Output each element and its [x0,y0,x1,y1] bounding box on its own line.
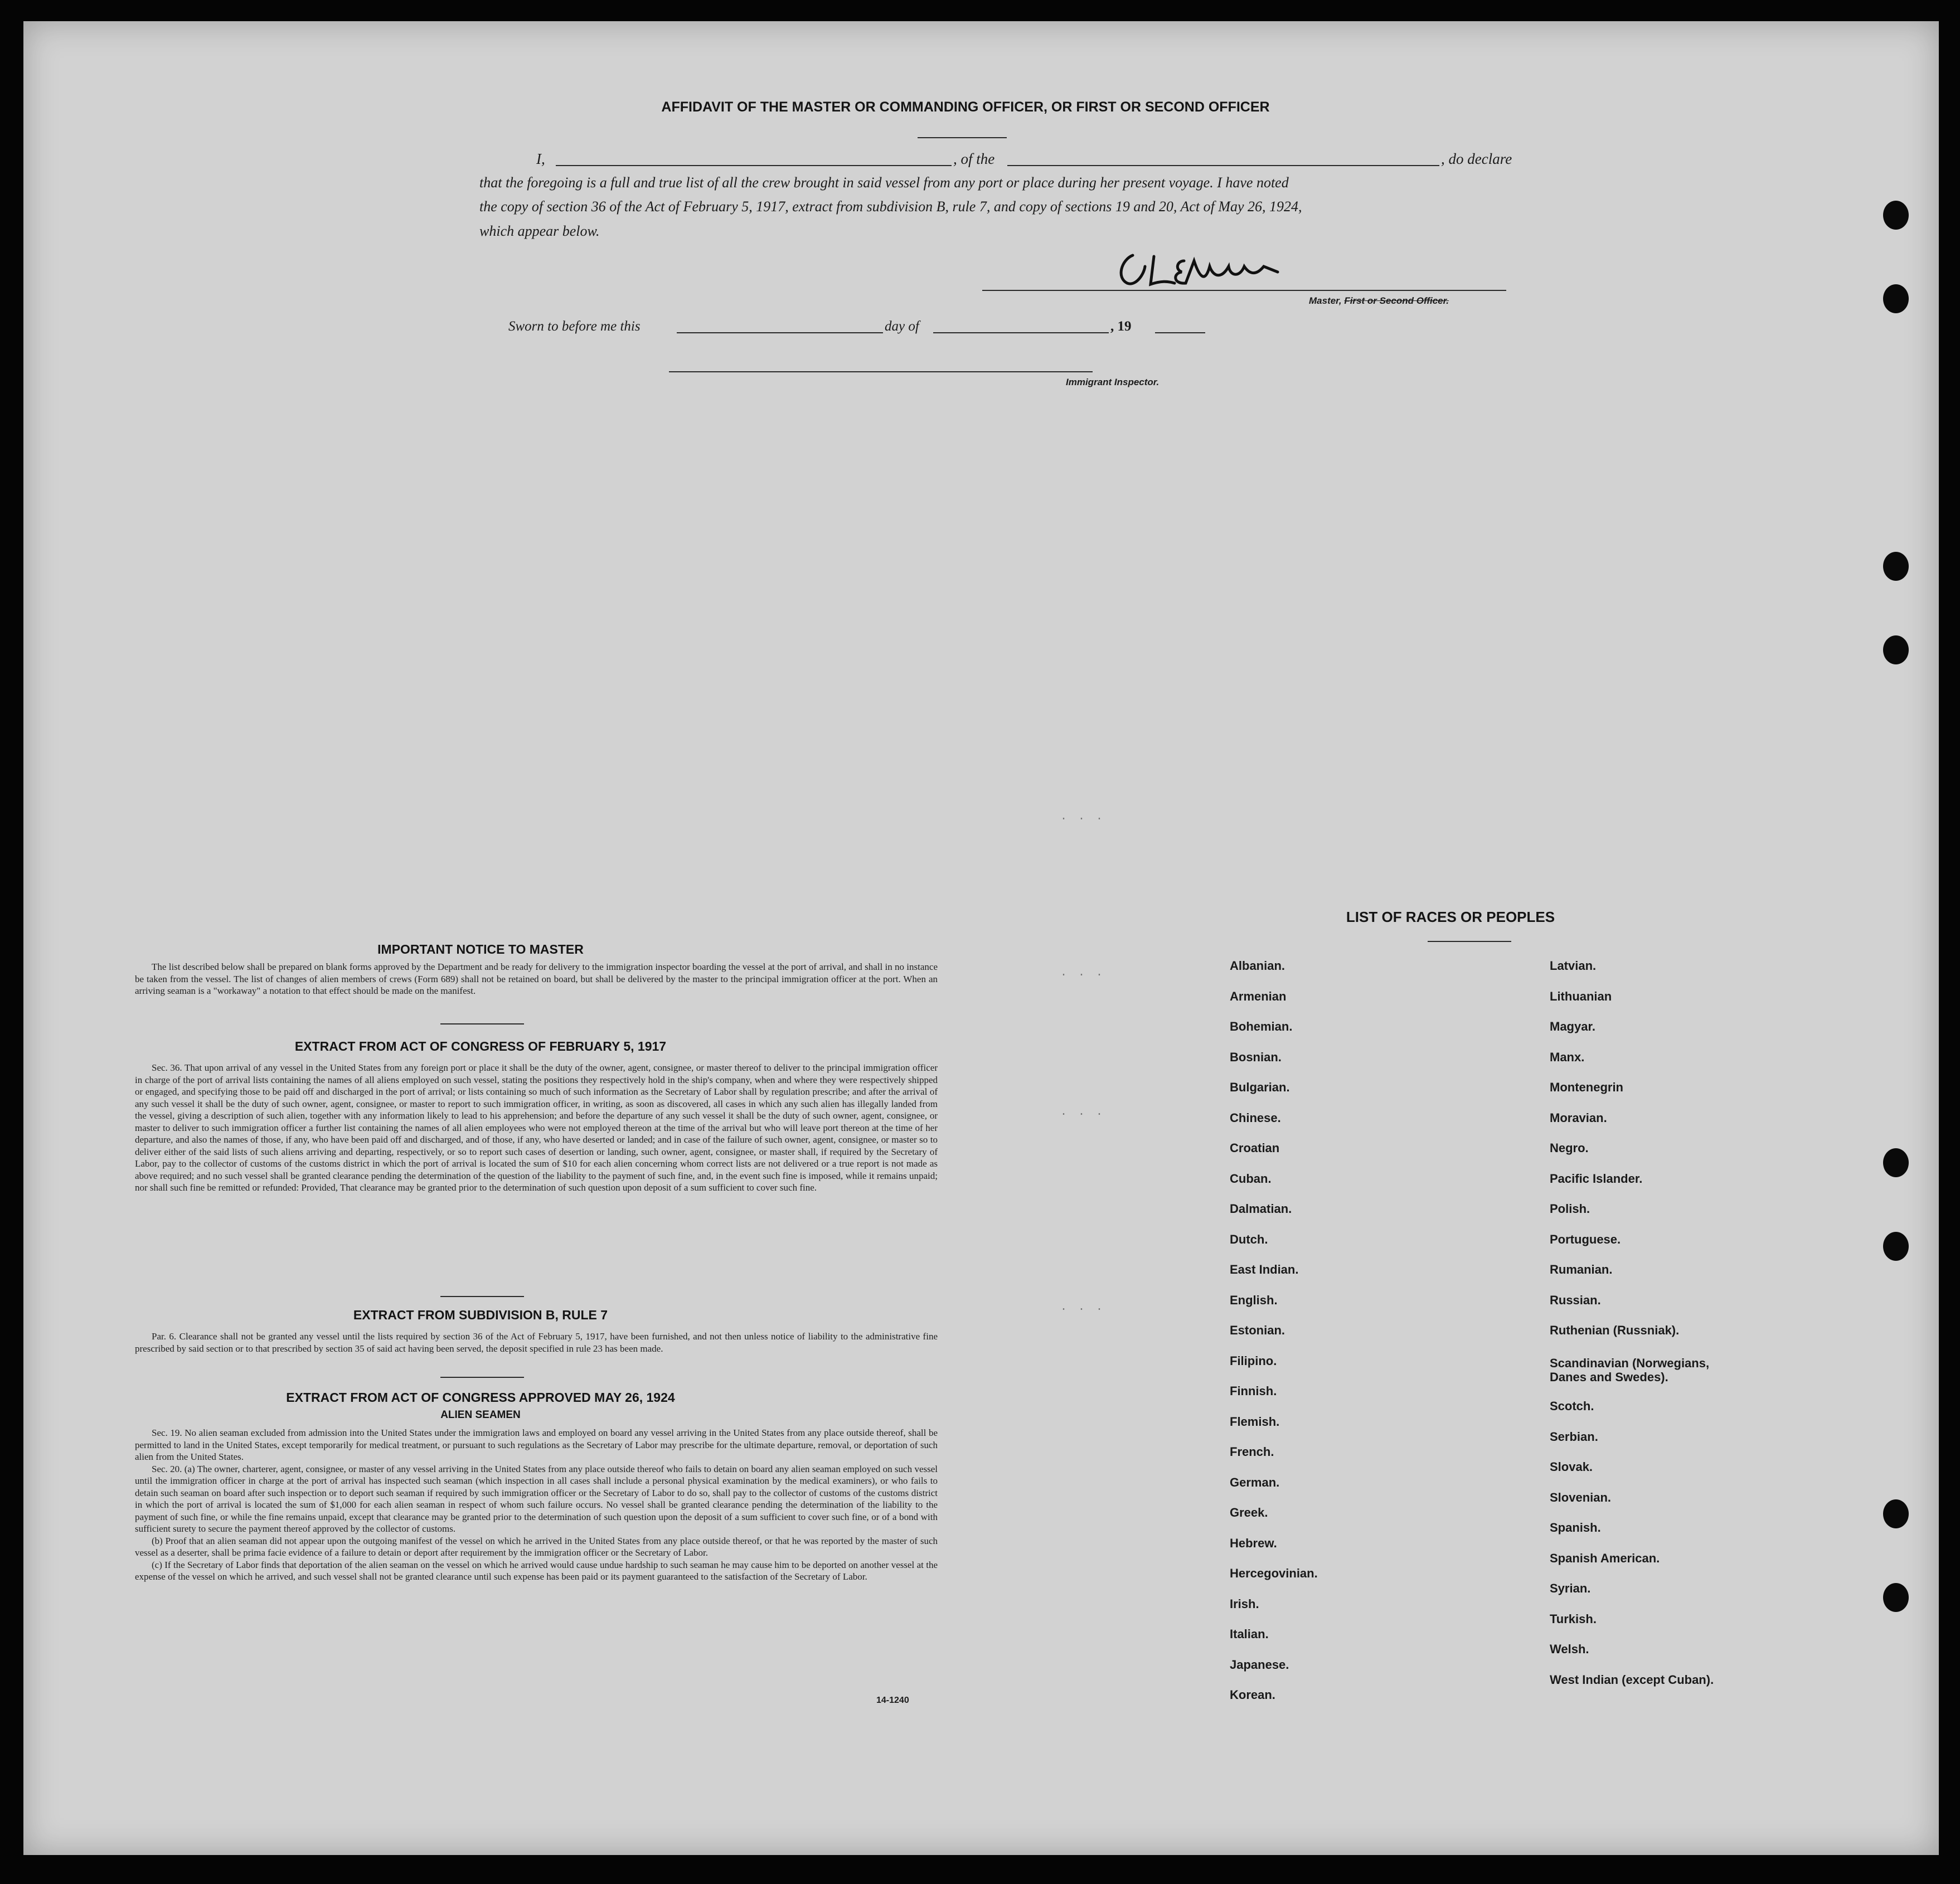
race-item: Slovak. [1550,1460,1593,1474]
race-item: Chinese. [1230,1110,1281,1125]
bleed-through-marks: · · · [1060,969,1105,982]
sworn-month-blank[interactable] [933,332,1109,333]
race-item: Filipino. [1230,1353,1277,1368]
race-item: Scotch. [1550,1399,1594,1414]
race-item: Dalmatian. [1230,1202,1292,1216]
bleed-through-marks: · · · [1060,813,1105,826]
binder-hole [1883,1148,1909,1177]
bleed-through-marks: · · · [1060,1108,1105,1121]
races-title-rule [1428,941,1511,942]
race-item: Portuguese. [1550,1232,1621,1246]
bleed-through-marks: · · · [1060,1303,1105,1316]
extract-1924-sec20a: Sec. 20. (a) The owner, charterer, agent, consignee, or master of any vessel arriving in the United States from any place outside thereof who fails to detain on board any alien seaman employed on such vessel until the immigration officer in charge at the port of arrival has inspected such seaman (which inspection in all cases shall include a personal physical examination by the medical examiners), or who fails to detain such seaman on board after such inspection or to deport such seaman if required by such immigration officer or the Secretary of Labor to do so, shall pay to the collector of customs of the customs district in which the port of arrival is located the sum of $1,000 for each alien seaman in respect of whom such failure occurs. No vessel shall be granted clearance pending the determination of the liability to the payment of such fine, or while the fine remains unpaid, except that clearance may be granted prior to the determination of such question upon the deposit of a sum sufficient to cover such fine, or of a bond with sufficient surety to secure the payment thereof approved by the collector of customs. [135,1463,938,1534]
section-divider [440,1296,524,1297]
extract-1917-sec36: Sec. 36. That upon arrival of any vessel in the United States from any foreign port or place it shall be the duty of the owner, agent, consignee, or master thereof to deliver to the principal immigration officer in charge of the port of arrival lists containing the names of all aliens employed on such vessel, stating the positions they respectively hold in the ship's company, when and where they were respectively shipped or engaged, and specifying those to be paid off and discharged in the port of arrival; or lists containing so much of such information as the Secretary of Labor shall by regulation prescribe; and after the arrival of any such vessel it shall be the duty of such owner, agent, consignee, or master to report to such immigration officer, in writing, as soon as discovered, all cases in which any such alien has illegally landed from the vessel, giving a description of such alien, together with any information likely to lead to his apprehension; and before the departure of any such vessel it shall be the duty of such owner, agent, consignee, or master to deliver to such immigration officer a further list containing the names of all alien employees who were not employed thereon at the time of the arrival but who will leave port thereon at the time of her departure, and also the names of those, if any, who have been paid off and discharged, and of those, if any, who have deserted or landed; and in case of the failure of such owner, agent, consignee, or master so to deliver either of the said lists of such aliens arriving and departing, respectively, or so to report such cases of desertion or landing, such owner, agent, consignee, or master shall, if required by the Secretary of Labor, pay to the collector of customs of the customs district in which the port of arrival is located the sum of $10 for each alien concerning whom correct lists are not delivered or a true report is not made as above required; and no such vessel shall be granted clearance pending the determination of the question of the liability to the payment of such fine, and, in the event such fine is imposed, while it remains unpaid; nor shall such fine be remitted or refunded: Provided, That clearance may be granted prior to the determination of such question upon deposit of a sum sufficient to cover such fine. [135,1062,938,1193]
race-item: Polish. [1550,1202,1590,1216]
inspector-label: Immigrant Inspector. [1066,377,1159,387]
signer-role [1309,295,1449,307]
race-item: Russian. [1550,1293,1601,1307]
sworn-day-of: day of [885,319,919,334]
sworn-day-blank[interactable] [677,332,883,333]
signer-role-master: Master, [1309,295,1342,306]
extract-1924-sec19: Sec. 19. No alien seaman excluded from admission into the United States under the immigration laws and employed on board any vessel arriving in the United States from any place outside thereof, shall be permitted to land in the United States, except temporarily for medical treatment, or pursuant to such regulations as the Secretary of Labor may prescribe for the ultimate departure, removal, or deportation of such alien from the United States. [135,1427,938,1462]
race-item: Welsh. [1550,1642,1589,1657]
binder-hole [1883,1583,1909,1612]
notice-body [135,961,938,997]
binder-hole [1883,1232,1909,1261]
affidavit-title-rule [918,137,1007,138]
binder-hole [1883,1499,1909,1528]
race-item: Greek. [1230,1506,1268,1519]
race-item: Magyar. [1550,1019,1595,1033]
race-item: Flemish. [1230,1414,1280,1429]
document-page [23,21,1939,1855]
race-item: Cuban. [1230,1171,1272,1186]
race-item: Croatian [1230,1141,1280,1155]
affidavit-line1-i: I, [536,150,545,167]
race-item: Rumanian. [1550,1263,1613,1276]
affidavit-line1-of-the: , of the [953,150,995,167]
sworn-year-prefix: , 19 [1110,319,1132,334]
races-title: LIST OF RACES OR PEOPLES [1346,909,1555,925]
race-item: Albanian. [1230,959,1285,973]
race-item: Bulgarian. [1230,1080,1290,1094]
extract-rule7-body [135,1331,938,1354]
race-item: Latvian. [1550,959,1597,973]
race-item: Armenian [1230,989,1287,1003]
extract-rule7-par6: Par. 6. Clearance shall not be granted any vessel until the lists required by section 36 of the Act of February 5, 1917, have been furnished, and not then unless notice of liability to the administrative fine prescribed by said section or to that prescribed by section 35 of said act having been served, the deposit specified in rule 23 has been made. [135,1331,938,1354]
binder-hole [1883,284,1909,313]
race-item: Italian. [1230,1627,1269,1641]
master-signature [1110,244,1294,294]
race-item: Negro. [1550,1141,1589,1155]
race-item: Pacific Islander. [1550,1171,1643,1186]
signer-role-struck: First or Second Officer. [1344,295,1449,306]
binder-hole [1883,201,1909,230]
signature-line [982,290,1506,291]
sworn-label: Sworn to before me this [508,319,641,334]
affidavit-line3: the copy of section 36 of the Act of February 5, 1917, extract from subdivision B, rule 7, and copy of sections 19 and 20, Act of May 26, 1924, [479,198,1302,215]
extract-rule7-title: EXTRACT FROM SUBDIVISION B, RULE 7 [353,1308,608,1322]
extract-1924-body [135,1427,938,1583]
race-item: East Indian. [1230,1263,1299,1276]
affidavit-line1-declare: , do declare [1441,150,1512,167]
race-item: Spanish American. [1550,1551,1660,1565]
binder-hole [1883,635,1909,664]
race-item: German. [1230,1475,1280,1489]
race-item: West Indian (except Cuban). [1550,1672,1714,1687]
race-item: Syrian. [1550,1581,1591,1596]
notice-body-text: The list described below shall be prepared on blank forms approved by the Department and be ready for delivery to the immigration inspector boarding the vessel at the port of arrival, and shall in no instance be taken from the vessel. The list of changes of alien members of crews (Form 689) shall not be retained on board, but shall be delivered by the master to the principal immigration officer at the port. When an arriving seaman is a "workaway" a notation to that effect should be made on the manifest. [135,962,938,996]
race-item: French. [1230,1445,1274,1459]
extract-1917-body [135,1062,938,1194]
race-item: Bosnian. [1230,1050,1282,1064]
extract-1917-title: EXTRACT FROM ACT OF CONGRESS OF FEBRUARY 5, 1917 [294,1039,667,1053]
race-item: Scandinavian (Norwegians, Danes and Swedes). [1550,1356,1710,1384]
race-item: Finnish. [1230,1384,1277,1398]
inspector-signature-line[interactable] [669,371,1093,372]
race-item: Bohemian. [1230,1019,1293,1033]
extract-1924-subtitle: ALIEN SEAMEN [440,1409,521,1421]
race-item: English. [1230,1293,1278,1307]
race-item: Japanese. [1230,1657,1289,1672]
race-item: Estonian. [1230,1323,1285,1337]
race-item: Slovenian. [1550,1490,1612,1504]
race-item: Hercegovinian. [1230,1566,1318,1580]
race-item: Dutch. [1230,1232,1268,1246]
form-number: 14-1240 [876,1696,909,1705]
race-item: Lithuanian [1550,989,1612,1003]
section-divider [440,1023,524,1024]
vessel-blank[interactable] [1007,165,1439,166]
name-blank[interactable] [556,165,952,166]
race-item: Spanish. [1550,1521,1601,1535]
race-item: Ruthenian (Russniak). [1550,1323,1680,1337]
race-item: Irish. [1230,1596,1259,1611]
section-divider [440,1377,524,1378]
notice-title: IMPORTANT NOTICE TO MASTER [377,942,584,956]
race-item: Hebrew. [1230,1536,1277,1550]
affidavit-line4: which appear below. [479,223,600,239]
affidavit-line2: that the foregoing is a full and true list of all the crew brought in said vessel from any port or place during her present voyage. I have noted [479,174,1289,191]
race-item: Korean. [1230,1688,1275,1702]
affidavit-title: AFFIDAVIT OF THE MASTER OR COMMANDING OFFICER, OR FIRST OR SECOND OFFICER [661,99,1270,115]
sworn-year-blank[interactable] [1155,332,1205,333]
binder-hole [1883,552,1909,581]
race-item: Turkish. [1550,1611,1597,1626]
extract-1924-sec20c: (c) If the Secretary of Labor finds that deportation of the alien seaman on the vessel on which he arrived would cause undue hardship to such seaman he may cause him to be deported on another vessel at the expense of the vessel on which he arrived, and such vessel shall not be granted clearance until such expense has been paid or its payment guaranteed to the satisfaction of the Secretary of Labor. [135,1559,938,1582]
race-item: Manx. [1550,1050,1585,1064]
extract-1924-sec20b: (b) Proof that an alien seaman did not appear upon the outgoing manifest of the vessel on which he arrived in the United States from any place outside thereof, or that he was reported by the master of such vessel as a deserter, shall be prima facie evidence of a failure to detain or deport after requirement by the immigration officer or the Secretary of Labor. [135,1535,938,1558]
race-item: Montenegrin [1550,1080,1623,1094]
extract-1924-title: EXTRACT FROM ACT OF CONGRESS APPROVED MAY 26, 1924 [286,1390,675,1405]
race-item: Moravian. [1550,1110,1607,1125]
race-item: Serbian. [1550,1429,1598,1444]
